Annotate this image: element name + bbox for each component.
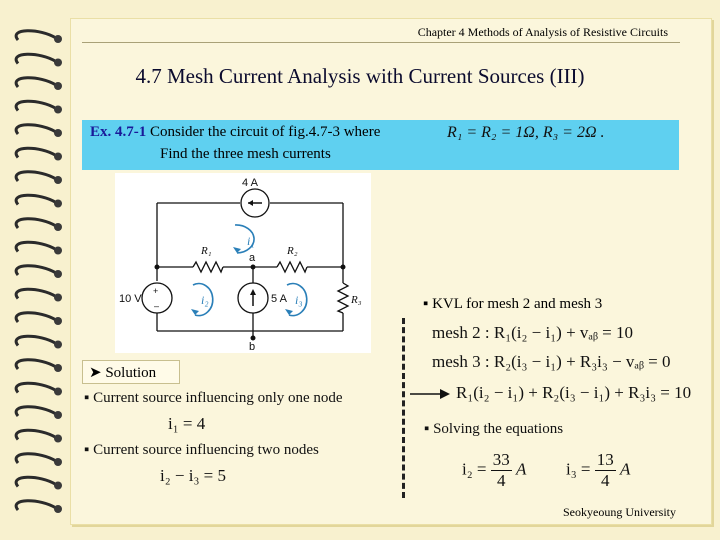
- binding-hole: [54, 411, 62, 419]
- example-box: [82, 120, 679, 170]
- solution-label: Solution: [105, 365, 157, 381]
- label-i3: i₃: [295, 293, 303, 307]
- binding-hole: [54, 247, 62, 255]
- result-i3-unit: A: [620, 459, 631, 479]
- binding-ring: [16, 54, 56, 63]
- example-label: Ex. 4.7-1: [90, 124, 147, 140]
- dashed-divider: [402, 318, 405, 498]
- mesh3-equation: mesh 3 : R₂(i₃ − i₁) + R₃i₃ − vₐᵦ = 0: [432, 352, 671, 371]
- svg-text:+: +: [153, 286, 159, 296]
- binding-ring: [16, 360, 56, 369]
- solution-box: [82, 360, 180, 384]
- label-r1: R₁: [201, 245, 212, 257]
- example-resistor-values: R₁ = R₂ = 1Ω, R₃ = 2Ω .: [447, 124, 605, 141]
- label-4a: 4 A: [242, 177, 258, 189]
- label-i2: i₂: [201, 293, 209, 307]
- circuit-diagram: [115, 173, 371, 353]
- solution-label-wrap: ➤ Solution: [89, 365, 157, 381]
- binding-ring: [16, 501, 56, 510]
- binding-hole: [54, 505, 62, 513]
- binding-hole: [54, 341, 62, 349]
- combined-equation: R₁(i₂ − i₁) + R₂(i₃ − i₁) + R₃i₃ = 10: [456, 383, 692, 402]
- label-r3: R₃: [351, 294, 362, 306]
- binding-ring: [16, 31, 56, 40]
- binding-hole: [54, 106, 62, 114]
- result-i3: [566, 450, 630, 491]
- binding-ring: [16, 219, 56, 228]
- binding-ring: [16, 242, 56, 251]
- result-i2-lhs: i₂ =: [462, 459, 487, 479]
- result-i3-fraction: [595, 450, 616, 491]
- equation-i1: i₁ = 4: [168, 414, 206, 433]
- example-text: Consider the circuit of fig.4.7-3 where: [146, 124, 381, 140]
- example-line-2: Find the three mesh currents: [160, 146, 331, 162]
- binding-ring: [16, 383, 56, 392]
- binding-ring: [16, 101, 56, 110]
- binding-ring: [16, 407, 56, 416]
- binding-ring: [16, 195, 56, 204]
- binding-hole: [54, 176, 62, 184]
- bullet-one-node: ▪ Current source influencing only one node: [84, 390, 343, 406]
- result-i3-den: 4: [601, 471, 610, 490]
- mesh2-equation: mesh 2 : R₁(i₂ − i₁) + vₐᵦ = 10: [432, 323, 633, 342]
- result-i2: [462, 450, 526, 491]
- kvl-heading: ▪ KVL for mesh 2 and mesh 3: [423, 296, 603, 312]
- binding-hole: [54, 153, 62, 161]
- binding-ring: [16, 266, 56, 275]
- result-i2-unit: A: [516, 459, 527, 479]
- result-i2-den: 4: [497, 471, 506, 490]
- binding-ring: [16, 430, 56, 439]
- header-divider: [82, 42, 680, 43]
- binding-hole: [54, 317, 62, 325]
- binding-hole: [54, 200, 62, 208]
- binding-hole: [54, 364, 62, 372]
- binding-hole: [54, 35, 62, 43]
- binding-ring: [16, 125, 56, 134]
- binding-ring: [16, 172, 56, 181]
- label-node-a: a: [249, 252, 256, 264]
- binding-hole: [54, 388, 62, 396]
- chapter-header: Chapter 4 Methods of Analysis of Resistive Circuits: [417, 25, 668, 39]
- binding-hole: [54, 482, 62, 490]
- binding-hole: [54, 294, 62, 302]
- svg-text:–: –: [154, 301, 160, 311]
- result-i2-num: 33: [492, 450, 510, 469]
- binding-ring: [16, 148, 56, 157]
- binding-hole: [54, 270, 62, 278]
- binding-ring: [16, 454, 56, 463]
- label-5a: 5 A: [271, 293, 287, 305]
- label-10v: 10 V: [119, 293, 142, 305]
- binding-ring: [16, 289, 56, 298]
- binding-ring: [16, 336, 56, 345]
- example-line-1: [90, 124, 380, 141]
- result-i2-fraction: [491, 450, 512, 491]
- slide-title: 4.7 Mesh Current Analysis with Current Sources (III): [135, 64, 585, 88]
- binding-hole: [54, 458, 62, 466]
- label-r2: R₂: [287, 245, 298, 257]
- equation-i2-i3: i₂ − i₃ = 5: [160, 466, 226, 485]
- result-i3-lhs: i₃ =: [566, 459, 591, 479]
- footer-university: Seokyeoung University: [563, 505, 676, 519]
- binding-hole: [54, 435, 62, 443]
- bullet-two-nodes: ▪ Current source influencing two nodes: [84, 442, 319, 458]
- binding-ring: [16, 477, 56, 486]
- bullet-solving: ▪ Solving the equations: [424, 421, 564, 437]
- right-arrow-icon: [408, 386, 452, 402]
- binding-ring: [16, 313, 56, 322]
- label-node-b: b: [249, 341, 256, 353]
- result-i3-num: 13: [596, 450, 614, 469]
- binding-hole: [54, 129, 62, 137]
- binding-hole: [54, 223, 62, 231]
- label-i1: i₁: [247, 234, 255, 248]
